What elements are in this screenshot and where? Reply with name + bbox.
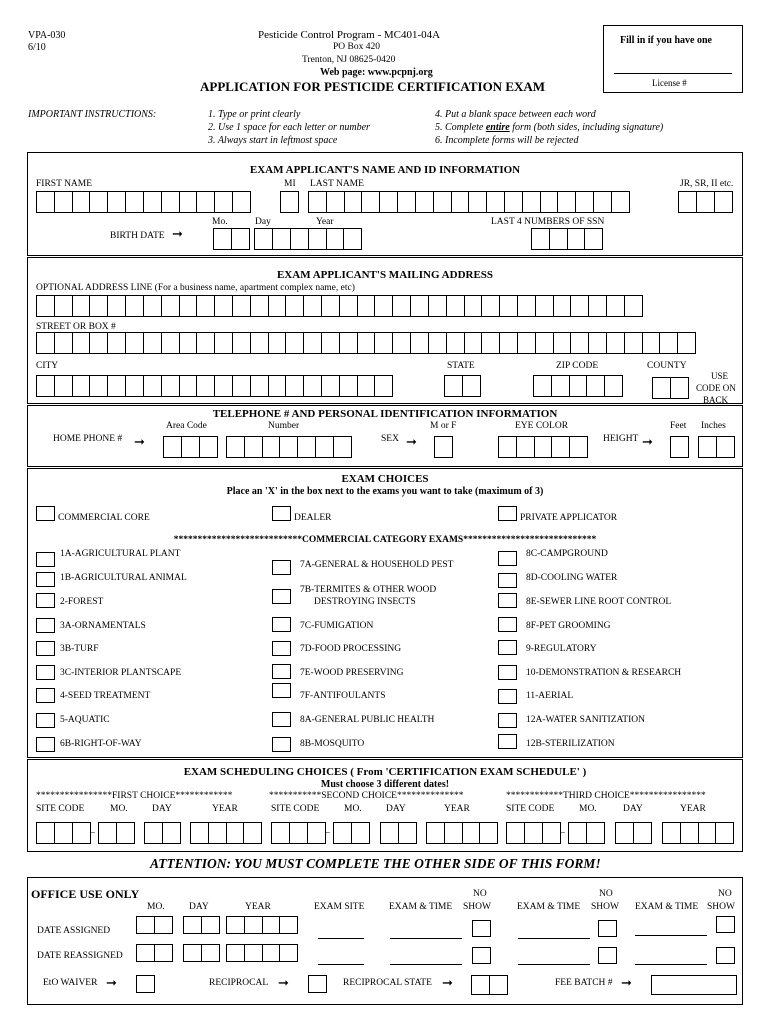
eye-color-label: EYE COLOR: [515, 421, 569, 431]
second-choice-label: ***********SECOND CHOICE**************: [269, 791, 464, 801]
exam-7b-label: 7B-TERMITES & OTHER WOOD: [300, 585, 437, 595]
office-no-label-1: NO: [473, 889, 487, 899]
fee-batch-arrow-icon: ➞: [621, 975, 632, 990]
checkbox-dealer[interactable]: [272, 506, 291, 521]
day-label-2: DAY: [386, 804, 406, 814]
mi-input[interactable]: [280, 191, 298, 213]
fill-in-label: Fill in if you have one: [620, 35, 712, 46]
exam-5-label: 5-AQUATIC: [60, 715, 110, 725]
zip-input[interactable]: [533, 375, 622, 397]
reassigned-year-input[interactable]: [226, 944, 297, 962]
exam-8f-label: 8F-PET GROOMING: [526, 621, 611, 631]
dash-2: –: [325, 828, 330, 838]
sex-label: SEX: [381, 434, 399, 444]
phone-number-input[interactable]: [226, 436, 351, 458]
exam-2-label: 2-FOREST: [60, 597, 104, 607]
address-section: [27, 257, 743, 404]
third-day-input[interactable]: [615, 822, 651, 844]
instruction-6: 6. Incomplete forms will be rejected: [435, 135, 579, 146]
exam-8a-label: 8A-GENERAL PUBLIC HEALTH: [300, 715, 435, 725]
mi-label: MI: [284, 179, 296, 189]
office-use-title: OFFICE USE ONLY: [31, 887, 140, 901]
site-code-label-2: SITE CODE: [271, 804, 320, 814]
last-name-input[interactable]: [308, 191, 629, 213]
mo-label-2: MO.: [344, 804, 362, 814]
program-name: Pesticide Control Program - MC401-04A: [258, 29, 441, 41]
eto-waiver-checkbox[interactable]: [136, 975, 155, 993]
eto-waiver-arrow-icon: ➞: [106, 975, 117, 990]
assigned-year-input[interactable]: [226, 916, 297, 934]
dealer-label: DEALER: [294, 513, 332, 523]
office-exam-time-label-3: EXAM & TIME: [635, 902, 699, 912]
year-label-2: YEAR: [444, 804, 470, 814]
birth-year-input[interactable]: [290, 228, 361, 250]
license-label: License #: [652, 78, 687, 88]
form-title: APPLICATION FOR PESTICIDE CERTIFICATION EXAM: [200, 79, 546, 94]
eto-waiver-label: EtO WAIVER: [43, 978, 98, 988]
checkbox-2[interactable]: [36, 593, 55, 608]
office-no-label-2: NO: [599, 889, 613, 899]
m-or-f-label: M or F: [430, 421, 457, 431]
checkbox-3a[interactable]: [36, 618, 55, 633]
checkbox-3b[interactable]: [36, 641, 55, 656]
assigned-exam-time-line-1[interactable]: [390, 938, 462, 939]
assigned-exam-time-line-2[interactable]: [518, 938, 590, 939]
first-choice-label: ****************FIRST CHOICE************: [36, 791, 233, 801]
reciprocal-state-arrow-icon: ➞: [442, 975, 453, 990]
checkbox-7f[interactable]: [272, 683, 291, 698]
sex-input[interactable]: [434, 436, 452, 458]
birth-day-label: Day: [255, 217, 271, 227]
exam-3c-label: 3C-INTERIOR PLANTSCAPE: [60, 668, 182, 678]
dash-3: –: [560, 828, 565, 838]
checkbox-private-applicator[interactable]: [498, 506, 517, 521]
instruction-1: 1. Type or print clearly: [208, 109, 301, 120]
exam-8c-label: 8C-CAMPGROUND: [526, 549, 608, 559]
date-reassigned-label: DATE REASSIGNED: [37, 951, 123, 961]
reassigned-exam-time-line-2[interactable]: [518, 964, 590, 965]
form-id: VPA-030: [28, 30, 66, 41]
private-applicator-label: PRIVATE APPLICATOR: [520, 513, 618, 523]
use-code-2: CODE ON: [696, 383, 736, 393]
birth-date-arrow-icon: ➞: [172, 226, 183, 241]
exam-1b-label: 1B-AGRICULTURAL ANIMAL: [60, 573, 187, 583]
checkbox-commercial-core[interactable]: [36, 506, 55, 521]
office-mo-label: MO.: [147, 902, 165, 912]
assigned-day-input[interactable]: [183, 916, 219, 934]
checkbox-6b[interactable]: [36, 737, 55, 752]
checkbox-8a[interactable]: [272, 712, 291, 727]
attention-notice: ATTENTION: YOU MUST COMPLETE THE OTHER SIDE OF THIS FORM!: [150, 856, 601, 871]
assigned-no-show-1[interactable]: [472, 920, 491, 937]
third-mo-input[interactable]: [568, 822, 604, 844]
web-page: Web page: www.pcpnj.org: [320, 67, 433, 78]
office-show-label-2: SHOW: [591, 902, 619, 912]
site-code-label-1: SITE CODE: [36, 804, 85, 814]
phone-arrow-icon: ➞: [134, 434, 145, 449]
fee-batch-input[interactable]: [651, 975, 737, 995]
scheduling-section: [27, 759, 743, 852]
license-box: [603, 25, 743, 93]
exam-12b-label: 12B-STERILIZATION: [526, 739, 615, 749]
first-mo-input[interactable]: [98, 822, 134, 844]
number-label: Number: [268, 421, 300, 431]
street-label: STREET OR BOX #: [36, 322, 116, 332]
height-inches-input[interactable]: [698, 436, 734, 458]
exam-choices-subtitle: Place an 'X' in the box next to the exams you want to take (maximum of 3): [226, 486, 544, 497]
birth-date-label: BIRTH DATE: [110, 231, 165, 241]
first-day-input[interactable]: [144, 822, 180, 844]
city-zip: Trenton, NJ 08625-0420: [302, 55, 396, 65]
year-label-1: YEAR: [212, 804, 238, 814]
assigned-no-show-3[interactable]: [716, 916, 735, 933]
exam-1a-label: 1A-AGRICULTURAL PLANT: [60, 549, 181, 559]
office-day-label: DAY: [189, 902, 209, 912]
reassigned-exam-time-line-3[interactable]: [635, 964, 707, 965]
checkbox-7c[interactable]: [272, 617, 291, 632]
sex-arrow-icon: ➞: [406, 434, 417, 449]
street-input[interactable]: [36, 332, 695, 354]
date-assigned-label: DATE ASSIGNED: [37, 926, 111, 936]
exam-choices-title: EXAM CHOICES: [341, 473, 429, 485]
exam-7a-label: 7A-GENERAL & HOUSEHOLD PEST: [300, 560, 454, 570]
exam-7d-label: 7D-FOOD PROCESSING: [300, 644, 402, 654]
checkbox-10[interactable]: [498, 665, 517, 680]
office-exam-site-label: EXAM SITE: [314, 902, 365, 912]
first-name-input[interactable]: [36, 191, 250, 213]
second-site-code-input[interactable]: [271, 822, 324, 844]
area-code-label: Area Code: [166, 421, 207, 431]
checkbox-8f[interactable]: [498, 617, 517, 632]
optional-address-label: OPTIONAL ADDRESS LINE (For a business name, apartment complex name, etc): [36, 283, 355, 293]
height-feet-input[interactable]: [670, 436, 688, 458]
scheduling-subtitle: Must choose 3 different dates!: [320, 779, 450, 790]
form-date: 6/10: [28, 42, 46, 53]
category-header: ***************************COMMERCIAL CATEGORY EXAMS****************************: [173, 535, 597, 545]
checkbox-8e[interactable]: [498, 593, 517, 608]
second-mo-input[interactable]: [333, 822, 369, 844]
height-arrow-icon: ➞: [642, 434, 653, 449]
instruction-2: 2. Use 1 space for each letter or number: [208, 122, 370, 133]
phone-section: [27, 405, 743, 467]
feet-label: Feet: [670, 421, 687, 431]
area-code-input[interactable]: [163, 436, 216, 458]
instruction-4: 4. Put a blank space between each word: [435, 109, 596, 120]
first-site-code-input[interactable]: [36, 822, 89, 844]
exam-7f-label: 7F-ANTIFOULANTS: [300, 691, 386, 701]
third-site-code-input[interactable]: [506, 822, 559, 844]
exam-11-label: 11-AERIAL: [526, 691, 574, 701]
mo-label-1: MO.: [110, 804, 128, 814]
height-label: HEIGHT: [603, 434, 639, 444]
reciprocal-label: RECIPROCAL: [209, 978, 269, 988]
city-input[interactable]: [36, 375, 392, 397]
address-section-title: EXAM APPLICANT'S MAILING ADDRESS: [276, 269, 494, 281]
license-line[interactable]: [614, 73, 732, 74]
office-show-label-3: SHOW: [707, 902, 735, 912]
reassigned-day-input[interactable]: [183, 944, 219, 962]
checkbox-12b[interactable]: [498, 734, 517, 749]
reassigned-mo-input[interactable]: [136, 944, 172, 962]
office-exam-time-label-1: EXAM & TIME: [389, 902, 453, 912]
site-code-label-3: SITE CODE: [506, 804, 555, 814]
third-choice-label: ************THIRD CHOICE****************: [506, 791, 706, 801]
instructions-label: IMPORTANT INSTRUCTIONS:: [28, 109, 157, 120]
commercial-core-label: COMMERCIAL CORE: [58, 513, 150, 523]
scheduling-title: EXAM SCHEDULING CHOICES ( From 'CERTIFICATION EXAM SCHEDULE' ): [183, 766, 587, 778]
office-year-label: YEAR: [245, 902, 271, 912]
birth-mo-input[interactable]: [213, 228, 249, 250]
office-no-label-3: NO: [718, 889, 732, 899]
suffix-input[interactable]: [678, 191, 731, 213]
checkbox-1b[interactable]: [36, 572, 55, 587]
office-use-section: [27, 877, 743, 1005]
exam-9-label: 9-REGULATORY: [526, 644, 597, 654]
fee-batch-label: FEE BATCH #: [555, 978, 613, 988]
exam-7c-label: 7C-FUMIGATION: [300, 621, 374, 631]
ssn-label: LAST 4 NUMBERS OF SSN: [491, 217, 605, 227]
suffix-label: JR, SR, II etc.: [680, 179, 734, 189]
first-name-label: FIRST NAME: [36, 179, 93, 189]
checkbox-8d[interactable]: [498, 573, 517, 588]
eye-color-input[interactable]: [498, 436, 587, 458]
ssn-input[interactable]: [531, 228, 602, 250]
office-show-label-1: SHOW: [463, 902, 491, 912]
assigned-mo-input[interactable]: [136, 916, 172, 934]
exam-7e-label: 7E-WOOD PRESERVING: [300, 668, 404, 678]
mo-label-3: MO.: [579, 804, 597, 814]
birth-year-label: Year: [316, 217, 334, 227]
reassigned-exam-site-line[interactable]: [318, 964, 364, 965]
checkbox-9[interactable]: [498, 640, 517, 655]
exam-8e-label: 8E-SEWER LINE ROOT CONTROL: [526, 597, 672, 607]
exam-12a-label: 12A-WATER SANITIZATION: [526, 715, 645, 725]
checkbox-12a[interactable]: [498, 713, 517, 728]
name-section: [27, 152, 743, 256]
reassigned-exam-time-line-1[interactable]: [390, 964, 462, 965]
reciprocal-arrow-icon: ➞: [278, 975, 289, 990]
assigned-no-show-2[interactable]: [598, 920, 617, 937]
checkbox-7e[interactable]: [272, 664, 291, 679]
birth-day-input[interactable]: [254, 228, 290, 250]
second-day-input[interactable]: [380, 822, 416, 844]
zip-label: ZIP CODE: [556, 361, 599, 371]
checkbox-8c[interactable]: [498, 551, 517, 566]
exam-3a-label: 3A-ORNAMENTALS: [60, 621, 146, 631]
exam-choices-section: [27, 468, 743, 758]
reassigned-no-show-2[interactable]: [598, 947, 617, 964]
city-label: CITY: [36, 361, 59, 371]
exam-3b-label: 3B-TURF: [60, 644, 99, 654]
instruction-3: 3. Always start in leftmost space: [208, 135, 338, 146]
third-year-input[interactable]: [662, 822, 733, 844]
county-label: COUNTY: [647, 361, 687, 371]
use-code-3: BACK: [703, 395, 729, 405]
instruction-5-b: form (both sides, including signature): [512, 122, 664, 133]
po-box: PO Box 420: [333, 42, 380, 52]
state-input[interactable]: [444, 375, 480, 397]
use-code-1: USE: [711, 371, 729, 381]
phone-section-title: TELEPHONE # AND PERSONAL IDENTIFICATION INFORMATION: [212, 408, 558, 420]
second-year-input[interactable]: [426, 822, 497, 844]
office-exam-time-label-2: EXAM & TIME: [517, 902, 581, 912]
day-label-1: DAY: [152, 804, 172, 814]
exam-7b-label-2: DESTROYING INSECTS: [314, 597, 416, 607]
reassigned-no-show-1[interactable]: [472, 947, 491, 964]
home-phone-label: HOME PHONE #: [53, 434, 123, 444]
checkbox-4[interactable]: [36, 688, 55, 703]
checkbox-7a[interactable]: [272, 560, 291, 575]
exam-4-label: 4-SEED TREATMENT: [60, 691, 151, 701]
checkbox-1a[interactable]: [36, 552, 55, 567]
reciprocal-checkbox[interactable]: [308, 975, 327, 993]
state-label: STATE: [447, 361, 475, 371]
checkbox-7b[interactable]: [272, 589, 291, 604]
instruction-5-entire: entire: [485, 122, 510, 133]
exam-8b-label: 8B-MOSQUITO: [300, 739, 365, 749]
exam-8d-label: 8D-COOLING WATER: [526, 573, 618, 583]
checkbox-8b[interactable]: [272, 737, 291, 752]
dash-1: –: [90, 828, 95, 838]
name-section-title: EXAM APPLICANT'S NAME AND ID INFORMATION: [249, 164, 521, 176]
inches-label: Inches: [701, 421, 726, 431]
birth-mo-label: Mo.: [212, 217, 228, 227]
optional-address-input[interactable]: [36, 295, 642, 317]
assigned-exam-time-line-3[interactable]: [635, 935, 707, 936]
instruction-5-a: 5. Complete: [435, 122, 484, 133]
exam-6b-label: 6B-RIGHT-OF-WAY: [60, 739, 142, 749]
checkbox-5[interactable]: [36, 713, 55, 728]
year-label-3: YEAR: [680, 804, 706, 814]
checkbox-7d[interactable]: [272, 641, 291, 656]
reciprocal-state-label: RECIPROCAL STATE: [343, 978, 432, 988]
county-input[interactable]: [652, 377, 688, 399]
checkbox-3c[interactable]: [36, 665, 55, 680]
first-year-input[interactable]: [190, 822, 261, 844]
exam-10-label: 10-DEMONSTRATION & RESEARCH: [526, 668, 682, 678]
day-label-3: DAY: [623, 804, 643, 814]
instruction-5: [435, 122, 663, 133]
last-name-label: LAST NAME: [310, 179, 364, 189]
reassigned-no-show-3[interactable]: [716, 947, 735, 964]
checkbox-11[interactable]: [498, 689, 517, 704]
reciprocal-state-input[interactable]: [471, 975, 507, 995]
assigned-exam-site-line[interactable]: [318, 938, 364, 939]
